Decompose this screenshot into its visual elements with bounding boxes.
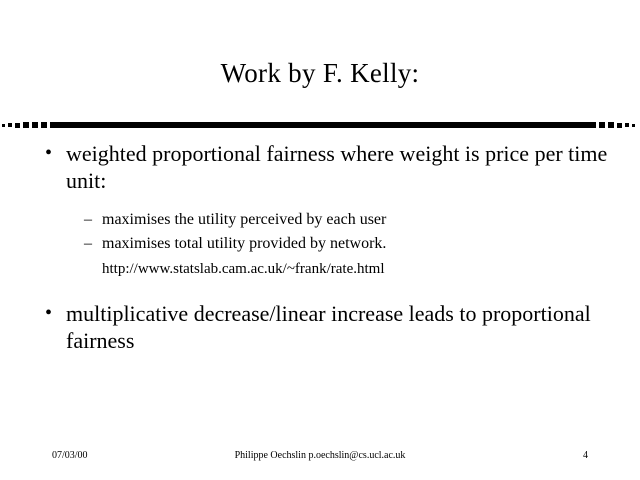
slide-body: [40, 140, 610, 354]
bullet-level2-1: [40, 208, 610, 232]
sub-bullet-marker: –: [84, 211, 92, 228]
bullet-level1-1: [40, 140, 610, 194]
sub-bullet-marker: –: [84, 235, 92, 252]
spacer: [40, 194, 610, 208]
divider-dashes-left: [2, 122, 50, 128]
bullet-text: weighted proportional fairness where weight is price per time unit:: [66, 141, 608, 193]
divider-dashes-right: [590, 122, 638, 128]
bullet-level2-2: [40, 232, 610, 256]
footer-date: 07/03/00: [52, 450, 88, 461]
bullet-level1-2: [40, 300, 610, 354]
spacer: [40, 282, 610, 300]
title-divider: [0, 118, 640, 132]
page-title: Work by F. Kelly:: [220, 58, 420, 88]
sub-bullet-text: maximises the utility perceived by each user: [102, 211, 387, 228]
divider-bar: [50, 122, 590, 128]
bullet-marker: •: [45, 302, 53, 324]
bullet-text: multiplicative decrease/linear increase leads to proportional fairness: [66, 301, 591, 353]
slide-footer: [0, 450, 640, 466]
reference-url: http://www.statslab.cam.ac.uk/~frank/rate.html: [102, 261, 385, 277]
sub-bullet-text: maximises total utility provided by network.: [102, 235, 387, 252]
bullet-marker: •: [45, 142, 53, 164]
footer-author: Philippe Oechslin p.oechslin@cs.ucl.ac.uk: [234, 450, 406, 461]
footer-page-number: 4: [583, 450, 588, 461]
